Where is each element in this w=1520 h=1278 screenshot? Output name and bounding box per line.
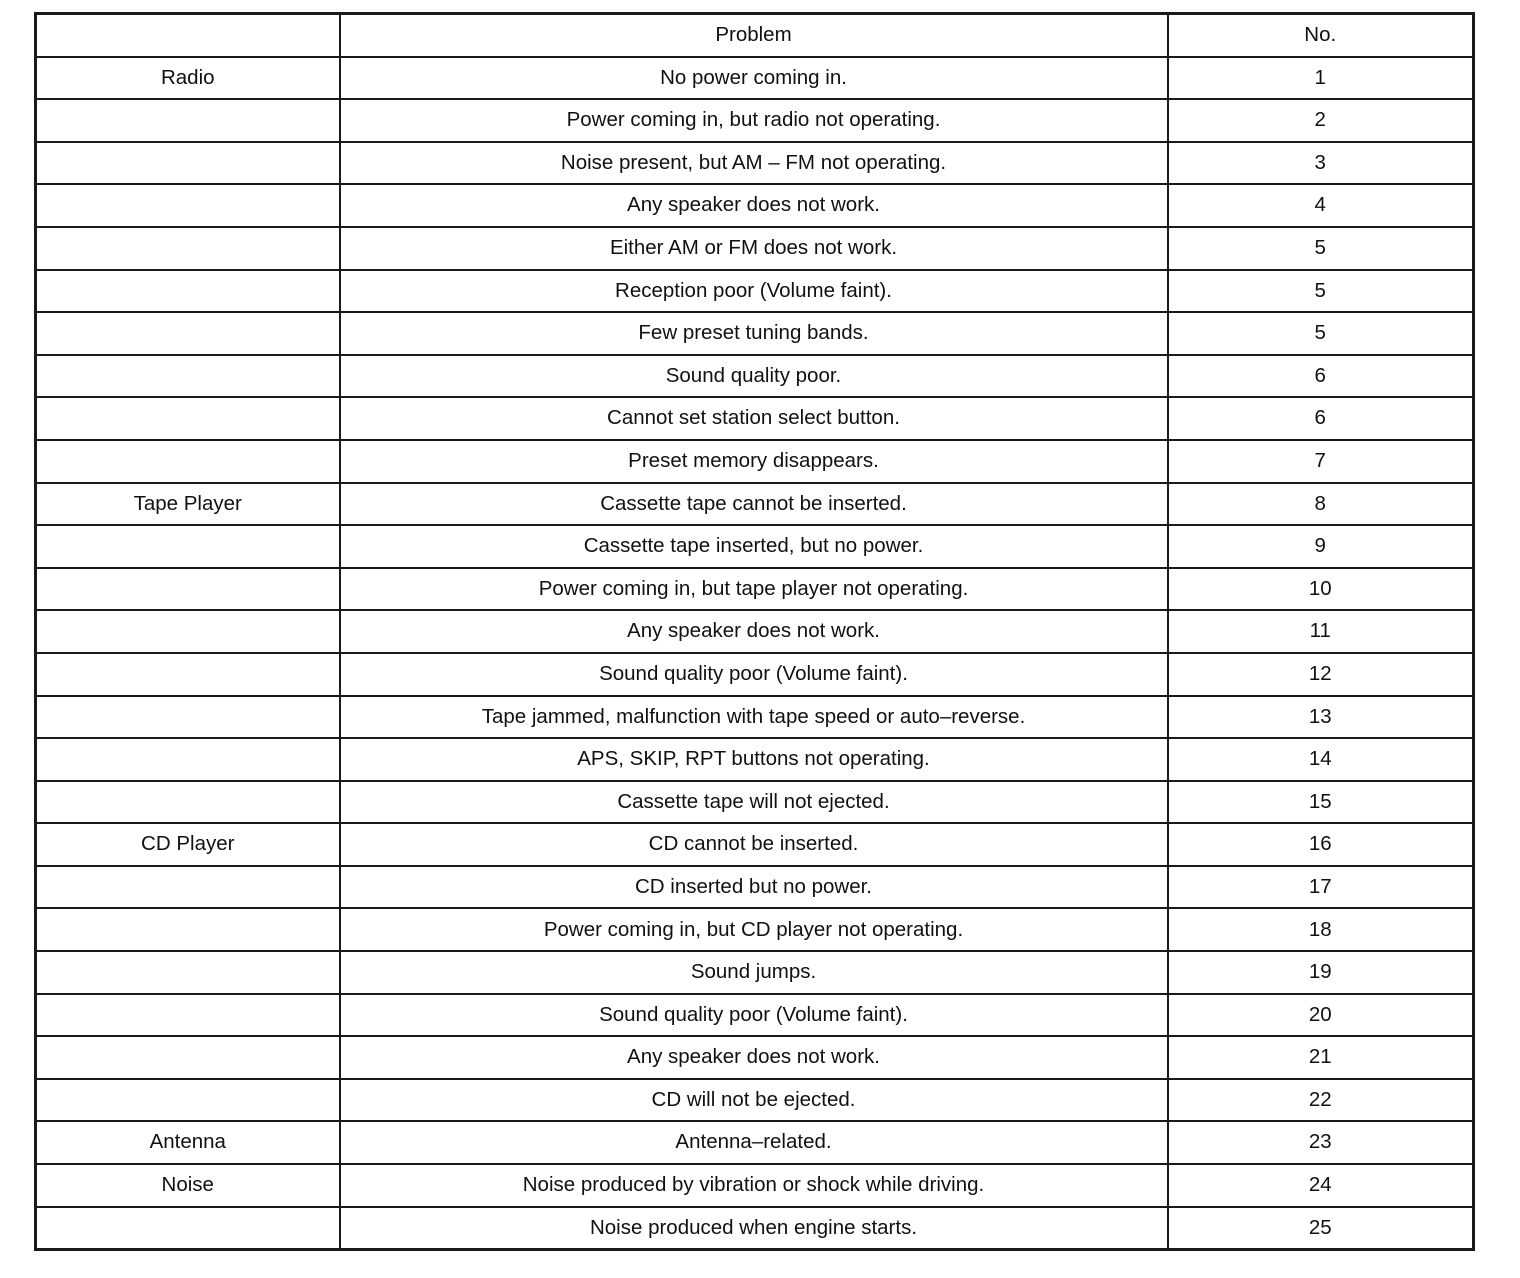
problem-cell: Power coming in, but radio not operating. bbox=[340, 99, 1168, 142]
number-cell: 24 bbox=[1168, 1164, 1474, 1207]
problem-cell: Sound quality poor (Volume faint). bbox=[340, 653, 1168, 696]
table-row bbox=[36, 610, 1474, 653]
number-cell: 4 bbox=[1168, 184, 1474, 227]
number-cell: 5 bbox=[1168, 270, 1474, 313]
system-cell bbox=[36, 610, 340, 653]
table-row bbox=[36, 99, 1474, 142]
problem-cell: Few preset tuning bands. bbox=[340, 312, 1168, 355]
system-cell: CD Player bbox=[36, 823, 340, 866]
problem-cell: Cassette tape inserted, but no power. bbox=[340, 525, 1168, 568]
problem-cell: Antenna–related. bbox=[340, 1121, 1168, 1164]
problem-cell: Preset memory disappears. bbox=[340, 440, 1168, 483]
table-row bbox=[36, 866, 1474, 909]
table-row bbox=[36, 1079, 1474, 1122]
table-row bbox=[36, 653, 1474, 696]
problem-cell: CD will not be ejected. bbox=[340, 1079, 1168, 1122]
number-cell: 15 bbox=[1168, 781, 1474, 824]
table-row bbox=[36, 525, 1474, 568]
table-row bbox=[36, 1036, 1474, 1079]
header-system bbox=[36, 14, 340, 57]
problem-cell: Noise produced by vibration or shock while driving. bbox=[340, 1164, 1168, 1207]
system-cell bbox=[36, 270, 340, 313]
number-cell: 8 bbox=[1168, 483, 1474, 526]
table-row bbox=[36, 994, 1474, 1037]
problem-cell: Any speaker does not work. bbox=[340, 1036, 1168, 1079]
table-body bbox=[36, 57, 1474, 1250]
number-cell: 18 bbox=[1168, 908, 1474, 951]
table-row bbox=[36, 227, 1474, 270]
number-cell: 21 bbox=[1168, 1036, 1474, 1079]
system-cell: Antenna bbox=[36, 1121, 340, 1164]
number-cell: 20 bbox=[1168, 994, 1474, 1037]
table-row bbox=[36, 142, 1474, 185]
troubleshooting-table bbox=[34, 12, 1475, 1251]
number-cell: 17 bbox=[1168, 866, 1474, 909]
troubleshooting-table-container bbox=[34, 12, 1472, 1251]
number-cell: 2 bbox=[1168, 99, 1474, 142]
system-cell bbox=[36, 525, 340, 568]
problem-cell: APS, SKIP, RPT buttons not operating. bbox=[340, 738, 1168, 781]
system-cell: Tape Player bbox=[36, 483, 340, 526]
system-cell bbox=[36, 696, 340, 739]
header-row bbox=[36, 14, 1474, 57]
number-cell: 14 bbox=[1168, 738, 1474, 781]
problem-cell: Either AM or FM does not work. bbox=[340, 227, 1168, 270]
number-cell: 12 bbox=[1168, 653, 1474, 696]
number-cell: 23 bbox=[1168, 1121, 1474, 1164]
number-cell: 6 bbox=[1168, 397, 1474, 440]
table-row bbox=[36, 1121, 1474, 1164]
number-cell: 7 bbox=[1168, 440, 1474, 483]
header-number: No. bbox=[1168, 14, 1474, 57]
system-cell bbox=[36, 227, 340, 270]
table-row bbox=[36, 568, 1474, 611]
table-row bbox=[36, 823, 1474, 866]
system-cell bbox=[36, 440, 340, 483]
table-row bbox=[36, 270, 1474, 313]
system-cell: Radio bbox=[36, 57, 340, 100]
system-cell bbox=[36, 653, 340, 696]
system-cell bbox=[36, 1036, 340, 1079]
table-row bbox=[36, 1207, 1474, 1250]
table-row bbox=[36, 440, 1474, 483]
number-cell: 19 bbox=[1168, 951, 1474, 994]
table-row bbox=[36, 1164, 1474, 1207]
table-row bbox=[36, 355, 1474, 398]
system-cell bbox=[36, 1207, 340, 1250]
problem-cell: Cassette tape will not ejected. bbox=[340, 781, 1168, 824]
system-cell bbox=[36, 951, 340, 994]
problem-cell: Sound quality poor. bbox=[340, 355, 1168, 398]
problem-cell: Noise present, but AM – FM not operating. bbox=[340, 142, 1168, 185]
number-cell: 10 bbox=[1168, 568, 1474, 611]
problem-cell: Cassette tape cannot be inserted. bbox=[340, 483, 1168, 526]
system-cell bbox=[36, 994, 340, 1037]
problem-cell: Any speaker does not work. bbox=[340, 610, 1168, 653]
number-cell: 5 bbox=[1168, 227, 1474, 270]
system-cell bbox=[36, 908, 340, 951]
problem-cell: Reception poor (Volume faint). bbox=[340, 270, 1168, 313]
system-cell bbox=[36, 866, 340, 909]
system-cell bbox=[36, 99, 340, 142]
system-cell bbox=[36, 312, 340, 355]
number-cell: 13 bbox=[1168, 696, 1474, 739]
system-cell bbox=[36, 1079, 340, 1122]
number-cell: 22 bbox=[1168, 1079, 1474, 1122]
problem-cell: Noise produced when engine starts. bbox=[340, 1207, 1168, 1250]
table-row bbox=[36, 781, 1474, 824]
system-cell bbox=[36, 781, 340, 824]
table-row bbox=[36, 184, 1474, 227]
problem-cell: Sound quality poor (Volume faint). bbox=[340, 994, 1168, 1037]
table-row bbox=[36, 908, 1474, 951]
table-row bbox=[36, 57, 1474, 100]
system-cell bbox=[36, 184, 340, 227]
table-header bbox=[36, 14, 1474, 57]
table-row bbox=[36, 951, 1474, 994]
number-cell: 9 bbox=[1168, 525, 1474, 568]
problem-cell: Power coming in, but tape player not operating. bbox=[340, 568, 1168, 611]
table-row bbox=[36, 312, 1474, 355]
system-cell bbox=[36, 355, 340, 398]
system-cell bbox=[36, 142, 340, 185]
number-cell: 11 bbox=[1168, 610, 1474, 653]
table-row bbox=[36, 738, 1474, 781]
number-cell: 25 bbox=[1168, 1207, 1474, 1250]
number-cell: 3 bbox=[1168, 142, 1474, 185]
table-row bbox=[36, 397, 1474, 440]
problem-cell: CD inserted but no power. bbox=[340, 866, 1168, 909]
table-row bbox=[36, 483, 1474, 526]
problem-cell: Tape jammed, malfunction with tape speed or auto–reverse. bbox=[340, 696, 1168, 739]
number-cell: 5 bbox=[1168, 312, 1474, 355]
header-problem: Problem bbox=[340, 14, 1168, 57]
number-cell: 16 bbox=[1168, 823, 1474, 866]
system-cell: Noise bbox=[36, 1164, 340, 1207]
table-row bbox=[36, 696, 1474, 739]
problem-cell: Sound jumps. bbox=[340, 951, 1168, 994]
problem-cell: No power coming in. bbox=[340, 57, 1168, 100]
problem-cell: Cannot set station select button. bbox=[340, 397, 1168, 440]
system-cell bbox=[36, 568, 340, 611]
problem-cell: Power coming in, but CD player not operating. bbox=[340, 908, 1168, 951]
number-cell: 1 bbox=[1168, 57, 1474, 100]
system-cell bbox=[36, 738, 340, 781]
problem-cell: Any speaker does not work. bbox=[340, 184, 1168, 227]
problem-cell: CD cannot be inserted. bbox=[340, 823, 1168, 866]
number-cell: 6 bbox=[1168, 355, 1474, 398]
system-cell bbox=[36, 397, 340, 440]
